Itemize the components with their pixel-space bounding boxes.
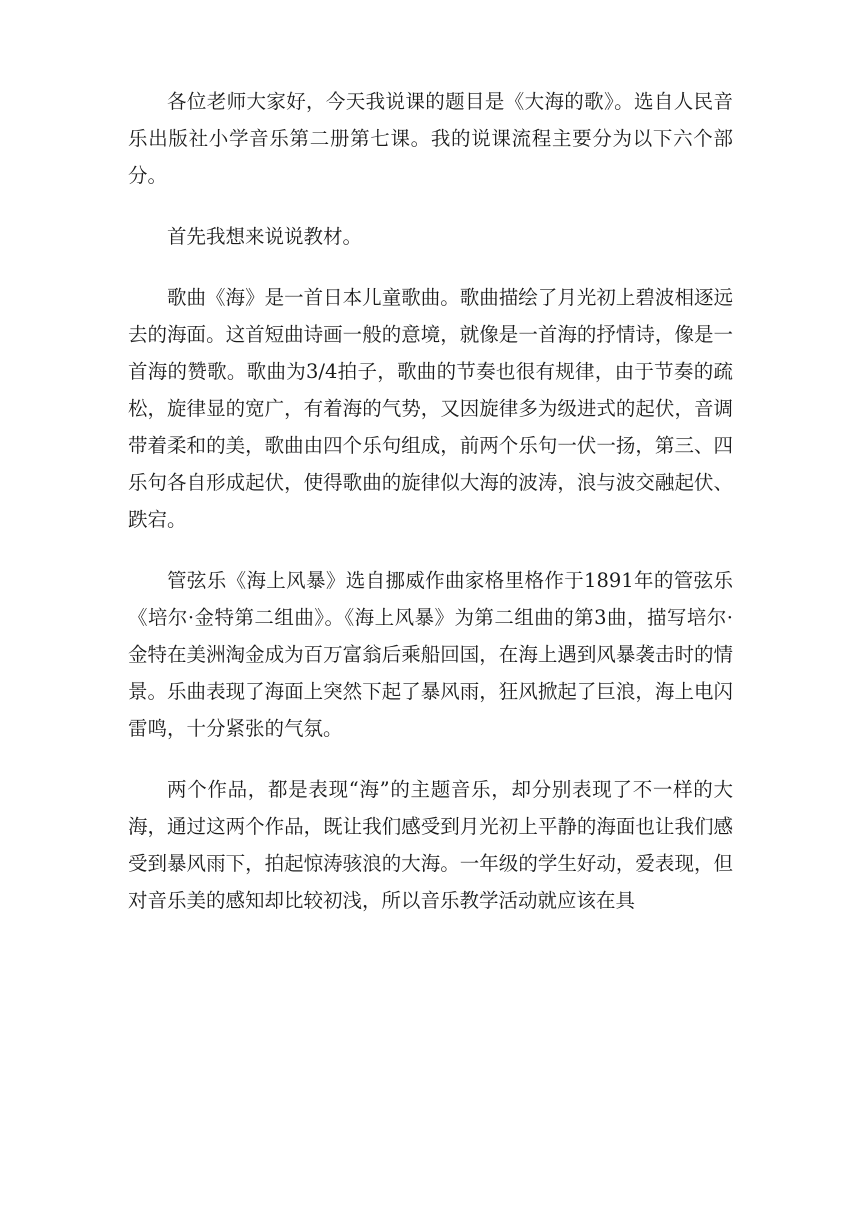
document-body: [128, 83, 733, 919]
paragraph-intro: 各位老师大家好，今天我说课的题目是《大海的歌》。选自人民音乐出版社小学音乐第二册第七课。我的说课流程主要分为以下六个部分。: [128, 90, 733, 187]
paragraph-song-hai: 歌曲《海》是一首日本儿童歌曲。歌曲描绘了月光初上碧波相逐远去的海面。这首短曲诗画一般的意境，就像是一首海的抒情诗，像是一首海的赞歌。歌曲为3/4拍子，歌曲的节奏也很有规律，由于节奏的疏松，旋律显的宽广，有着海的气势，又因旋律多为级进式的起伏，音调带着柔和的美，歌曲由四个乐句组成，前两个乐句一伏一扬，第三、四乐句各自形成起伏，使得歌曲的旋律似大海的波涛，浪与波交融起伏、跌宕。: [128, 286, 733, 531]
paragraph-storm-at-sea: 管弦乐《海上风暴》选自挪威作曲家格里格作于1891年的管弦乐《培尔·金特第二组曲》。《海上风暴》为第二组曲的第3曲，描写培尔·金特在美洲淘金成为百万富翁后乘船回国，在海上遇到风暴袭击时的情景。乐曲表现了海面上突然下起了暴风雨，狂风掀起了巨浪，海上电闪雷鸣，十分紧张的气氛。: [128, 569, 733, 740]
paragraph-two-works: 两个作品，都是表现“海”的主题音乐，却分别表现了不一样的大海，通过这两个作品，既让我们感受到月光初上平静的海面也让我们感受到暴风雨下，拍起惊涛骇浪的大海。一年级的学生好动，爱表现，但对音乐美的感知却比较初浅，所以音乐教学活动就应该在具: [128, 778, 733, 912]
paragraph-textbook-heading: 首先我想来说说教材。: [167, 225, 363, 248]
